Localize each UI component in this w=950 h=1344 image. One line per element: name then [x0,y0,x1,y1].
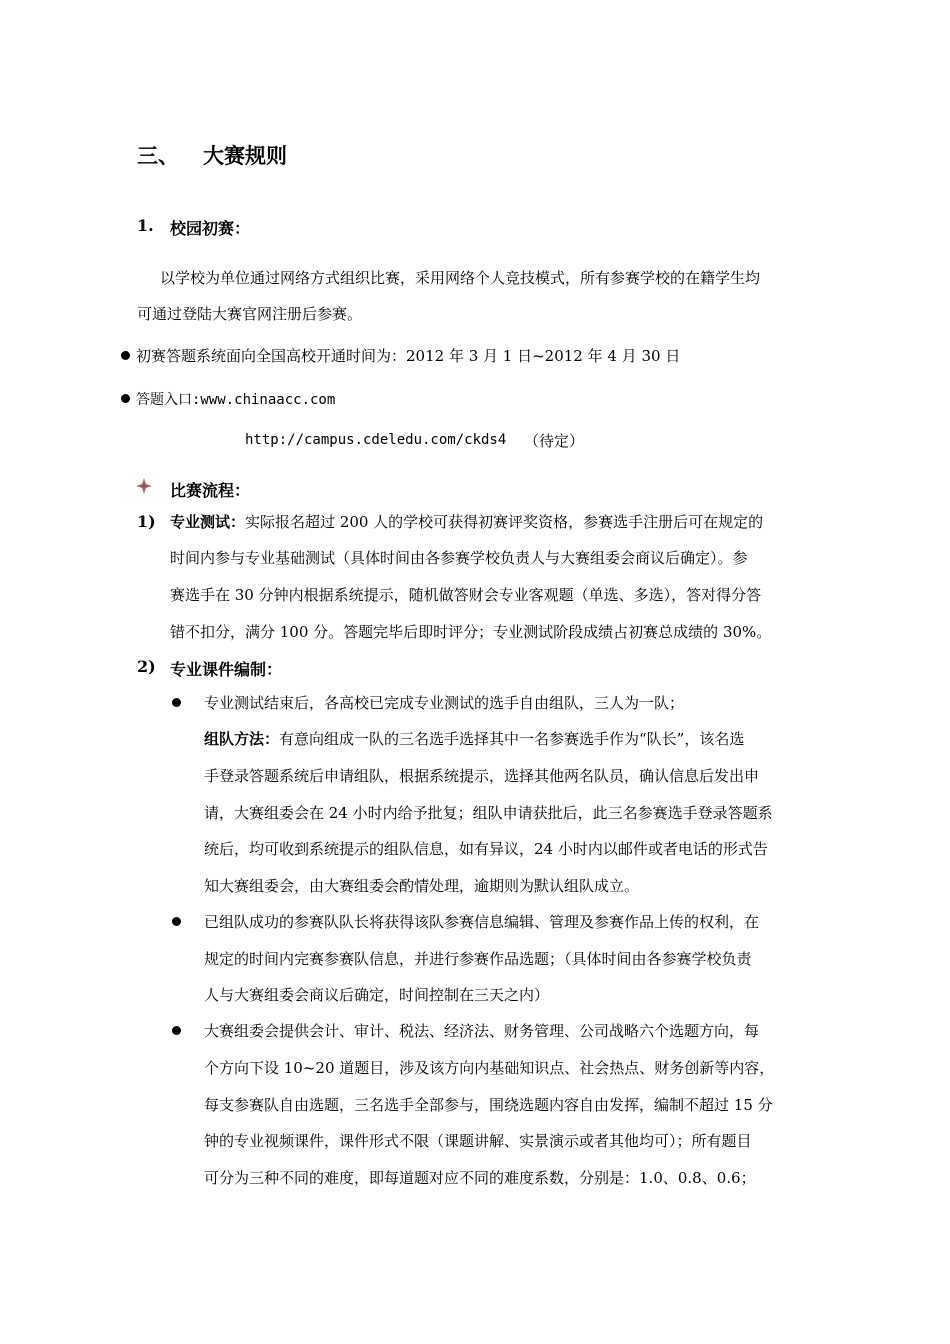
item1-line-1 [170,511,763,532]
item1-text: 实际报名超过 200 人的学校可获得初赛评奖资格，参赛选手注册后可在规定的 [245,513,764,531]
intro-line-1: 以学校为单位通过网络方式组织比赛，采用网络个人竞技模式，所有参赛学校的在籍学生均 [160,269,761,287]
sparkle-icon [136,478,152,494]
bullet-dot [172,698,181,707]
subsection-number: 1. [137,216,154,235]
schedule-text: 初赛答题系统面向全国高校开通时间为：2012 年 3 月 1 日~2012 年 4 月 30 日 [136,347,681,365]
sub-bullet-3-line-5: 可分为三种不同的难度，即每道题对应不同的难度系数，分别是：1.0、0.8、0.6； [204,1169,756,1187]
team-line-1 [204,728,744,749]
campus-link: http://campus.cdeledu.com/ckds4 [245,432,507,448]
item-number: 2) [137,657,156,676]
team-line-4: 统后，均可收到系统提示的组队信息，如有异议，24 小时内以邮件或者电话的形式告 [204,840,768,858]
sub-bullet-3-line-3: 每支参赛队自由选题，三名选手全部参与，围绕选题内容自由发挥，编制不超过 15 分 [204,1096,773,1114]
section-title: 大赛规则 [203,143,287,168]
subsection-title: 校园初赛： [170,219,251,238]
bullet-dot [172,1026,181,1035]
team-line-3: 请，大赛组委会在 24 小时内给予批复；组队申请获批后，此三名参赛选手登录答题系 [204,804,773,822]
sub-bullet-2-line-2: 规定的时间内完赛参赛队信息，并进行参赛作品选题；（具体时间由各参赛学校负责 [204,950,752,968]
entry-link: 答题入口:www.chinaacc.com [136,392,336,408]
team-text: 有意向组成一队的三名选手选择其中一名参赛选手作为“队长”，该名选 [279,730,745,748]
process-title: 比赛流程： [170,481,251,500]
sub-bullet-2-line-1: 已组队成功的参赛队队长将获得该队参赛信息编辑、管理及参赛作品上传的权利，在 [204,913,760,931]
item1-line-2: 时间内参与专业基础测试（具体时间由各参赛学校负责人与大赛组委会商议后确定）。参 [170,549,748,567]
sub-bullet-3-line-4: 钟的专业视频课件，课件形式不限（课题讲解、实景演示或者其他均可）；所有题目 [204,1132,752,1150]
team-label: 组队方法： [204,730,280,748]
item1-line-3: 赛选手在 30 分钟内根据系统提示，随机做答财会专业客观题（单选、多选），答对得分答 [170,586,762,604]
item2-title: 专业课件编制： [170,660,283,679]
sub-bullet-3-line-2: 个方向下设 10~20 道题目，涉及该方向内基础知识点、社会热点、财务创新等内容， [204,1059,775,1077]
item1-line-4: 错不扣分，满分 100 分。答题完毕后即时评分；专业测试阶段成绩占初赛总成绩的 30%。 [170,623,772,641]
bullet-dot [172,917,181,926]
team-line-5: 知大赛组委会，由大赛组委会酌情处理，逾期则为默认组队成立。 [204,877,640,895]
bullet-dot [121,351,130,360]
sub-bullet-1: 专业测试结束后，各高校已完成专业测试的选手自由组队，三人为一队； [204,694,685,712]
team-line-2: 手登录答题系统后申请组队，根据系统提示，选择其他两名队员，确认信息后发出申 [204,767,760,785]
pending-note: （待定） [524,432,585,450]
intro-line-2: 可通过登陆大赛官网注册后参赛。 [137,305,363,323]
sub-bullet-2-line-3: 人与大赛组委会商议后确定，时间控制在三天之内） [204,986,550,1004]
sub-bullet-3-line-1: 大赛组委会提供会计、审计、税法、经济法、财务管理、公司战略六个选题方向，每 [204,1022,760,1040]
bullet-dot [121,394,130,403]
item1-label: 专业测试： [170,513,246,531]
section-number: 三、 [137,143,179,168]
item-number: 1) [137,512,156,531]
